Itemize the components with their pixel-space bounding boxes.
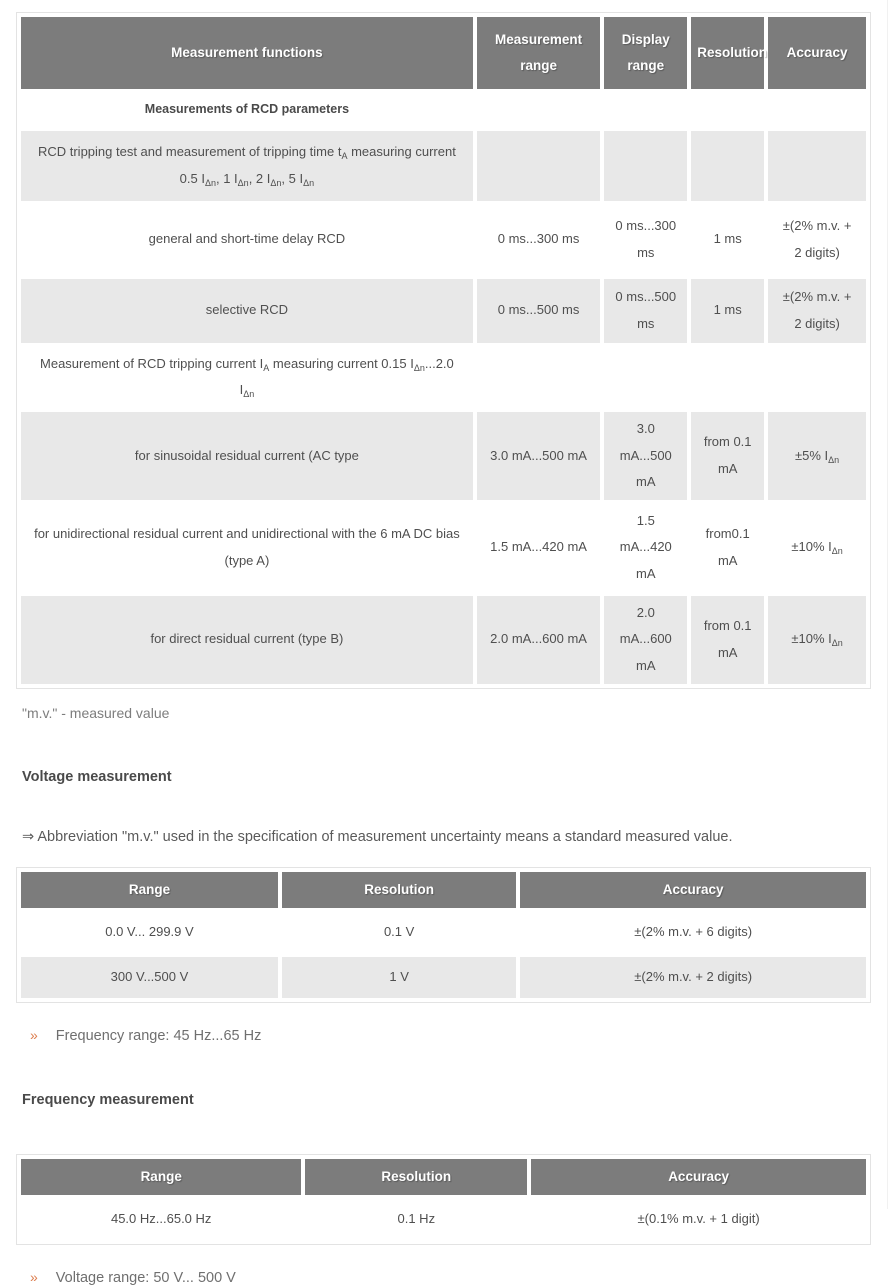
row-tripping-test <box>21 131 866 201</box>
cell-resolution: from 0.1 mA <box>691 412 764 500</box>
header-resolution: Resolution <box>282 872 516 908</box>
cell-resolution: 0.1 Hz <box>397 1210 436 1226</box>
row-sinusoidal-ac <box>21 412 866 500</box>
cell-range: 0.0 V... 299.9 V <box>105 923 194 939</box>
row-selective-rcd <box>21 279 866 343</box>
cell-accuracy: ±(2% m.v. + 6 digits) <box>634 923 753 939</box>
cell-display-range: 0 ms...300 ms <box>615 217 677 260</box>
cell-display-range: 3.0 mA...500 mA <box>604 412 687 500</box>
cell-measurement-range: 2.0 mA...600 mA <box>477 596 601 684</box>
cell-function: general and short-time delay RCD <box>148 231 346 247</box>
cell-accuracy: ±10% $I_{\Delta n}$ <box>768 596 866 684</box>
voltage-row-low <box>21 912 866 953</box>
cell-function: for direct residual current (type B) <box>21 596 473 684</box>
row-unidirectional-type-a <box>21 504 866 592</box>
empty-cell <box>477 131 601 201</box>
empty-cell <box>691 347 764 408</box>
voltage-row-high <box>21 957 866 998</box>
empty-cell <box>604 93 687 127</box>
cell-display-range: 2.0 mA...600 mA <box>604 596 687 684</box>
table-header-row <box>21 872 866 908</box>
header-accuracy: Accuracy <box>531 1159 866 1195</box>
cell-display-range: 1.5 mA...420 mA <box>619 512 672 582</box>
header-resolution: Resolution <box>305 1159 527 1195</box>
cell-accuracy: ±(2% m.v. + 2 digits) <box>520 957 866 998</box>
cell-display-range: 0 ms...500 ms <box>604 279 687 343</box>
empty-cell <box>604 131 687 201</box>
frequency-table <box>17 1155 870 1244</box>
cell-function: for unidirectional residual current and unidirectional with the 6 mA DC bias (type A) <box>34 526 460 568</box>
empty-cell <box>768 347 866 408</box>
cell-function: selective RCD <box>21 279 473 343</box>
cell-accuracy: ±(2% m.v. + 2 digits) <box>768 279 866 343</box>
header-resolution: Resolution <box>691 17 764 89</box>
header-measurement-functions: Measurement functions <box>21 17 473 89</box>
cell-measurement-range: 0 ms...300 ms <box>497 231 580 247</box>
double-angle-bullet-icon: » <box>30 1026 38 1043</box>
rcd-parameters-table <box>17 13 870 688</box>
mv-footnote: "m.v." - measured value <box>22 704 170 721</box>
cell-accuracy: ±10% $I_{\Delta n}$ <box>791 539 843 557</box>
empty-cell <box>477 347 601 408</box>
cell-resolution: from0.1 mA <box>705 526 750 568</box>
cell-range: 45.0 Hz...65.0 Hz <box>110 1210 212 1226</box>
cell-measurement-range: 3.0 mA...500 mA <box>477 412 601 500</box>
voltage-measurement-heading: Voltage measurement <box>22 768 172 785</box>
header-accuracy: Accuracy <box>768 17 866 89</box>
cell-function: Measurement of RCD tripping current $I_A$ measuring current 0.15 $I_{\Delta n}...2.0$ $I_{\Delta n}$ <box>40 355 454 400</box>
cell-function: RCD tripping test and measurement of tripping time $t_A$ measuring current 0.5 $I_{\Delta n}$, 1 $I_{\Delta n}$, 2 $I_{\Delta n}$, 5 $I_{\Delta n}$ <box>21 131 473 201</box>
cell-accuracy: ±5% $I_{\Delta n}$ <box>768 412 866 500</box>
empty-cell <box>691 131 764 201</box>
frequency-table-container <box>16 1154 871 1245</box>
cell-accuracy: ±(2% m.v. + 2 digits) <box>782 217 852 260</box>
frequency-row <box>21 1199 866 1240</box>
table-header-row <box>21 1159 866 1195</box>
header-range: Range <box>21 872 278 908</box>
table-header-row <box>21 17 866 89</box>
double-angle-bullet-icon: » <box>30 1268 38 1285</box>
header-accuracy: Accuracy <box>520 872 866 908</box>
cell-resolution: 1 ms <box>691 279 764 343</box>
bullet-text: Frequency range: 45 Hz...65 Hz <box>55 1027 262 1044</box>
cell-resolution: from 0.1 mA <box>691 596 764 684</box>
mv-abbreviation-note: ⇒ Abbreviation "m.v." used in the specification of measurement uncertainty means a standard measured value. <box>22 828 733 845</box>
empty-cell <box>477 93 601 127</box>
rcd-parameters-table-container <box>16 12 871 689</box>
cell-function: for sinusoidal residual current (AC type <box>21 412 473 500</box>
section-row-rcd-parameters <box>21 93 866 127</box>
voltage-table-container <box>16 867 871 1003</box>
frequency-measurement-heading: Frequency measurement <box>22 1091 194 1108</box>
empty-cell <box>768 93 866 127</box>
row-general-short-time-rcd <box>21 205 866 275</box>
cell-resolution: 1 V <box>282 957 516 998</box>
header-measurement-range: Measurement range <box>477 17 601 89</box>
frequency-range-note <box>30 1027 877 1044</box>
cell-range: 300 V...500 V <box>21 957 278 998</box>
cell-accuracy: ±(0.1% m.v. + 1 digit) <box>637 1210 760 1226</box>
empty-cell <box>691 93 764 127</box>
header-display-range: Display range <box>604 17 687 89</box>
bullet-text: Voltage range: 50 V... 500 V <box>55 1269 236 1286</box>
cell-resolution: 0.1 V <box>383 923 415 939</box>
voltage-range-note <box>30 1269 877 1286</box>
voltage-table <box>17 868 870 1002</box>
empty-cell <box>768 131 866 201</box>
row-tripping-current-caption <box>21 347 866 408</box>
cell-measurement-range: 1.5 mA...420 mA <box>490 539 587 555</box>
header-range: Range <box>21 1159 301 1195</box>
cell-resolution: 1 ms <box>713 231 742 247</box>
section-label: Measurements of RCD parameters <box>144 102 350 116</box>
row-direct-type-b <box>21 596 866 684</box>
cell-measurement-range: 0 ms...500 ms <box>477 279 601 343</box>
empty-cell <box>604 347 687 408</box>
